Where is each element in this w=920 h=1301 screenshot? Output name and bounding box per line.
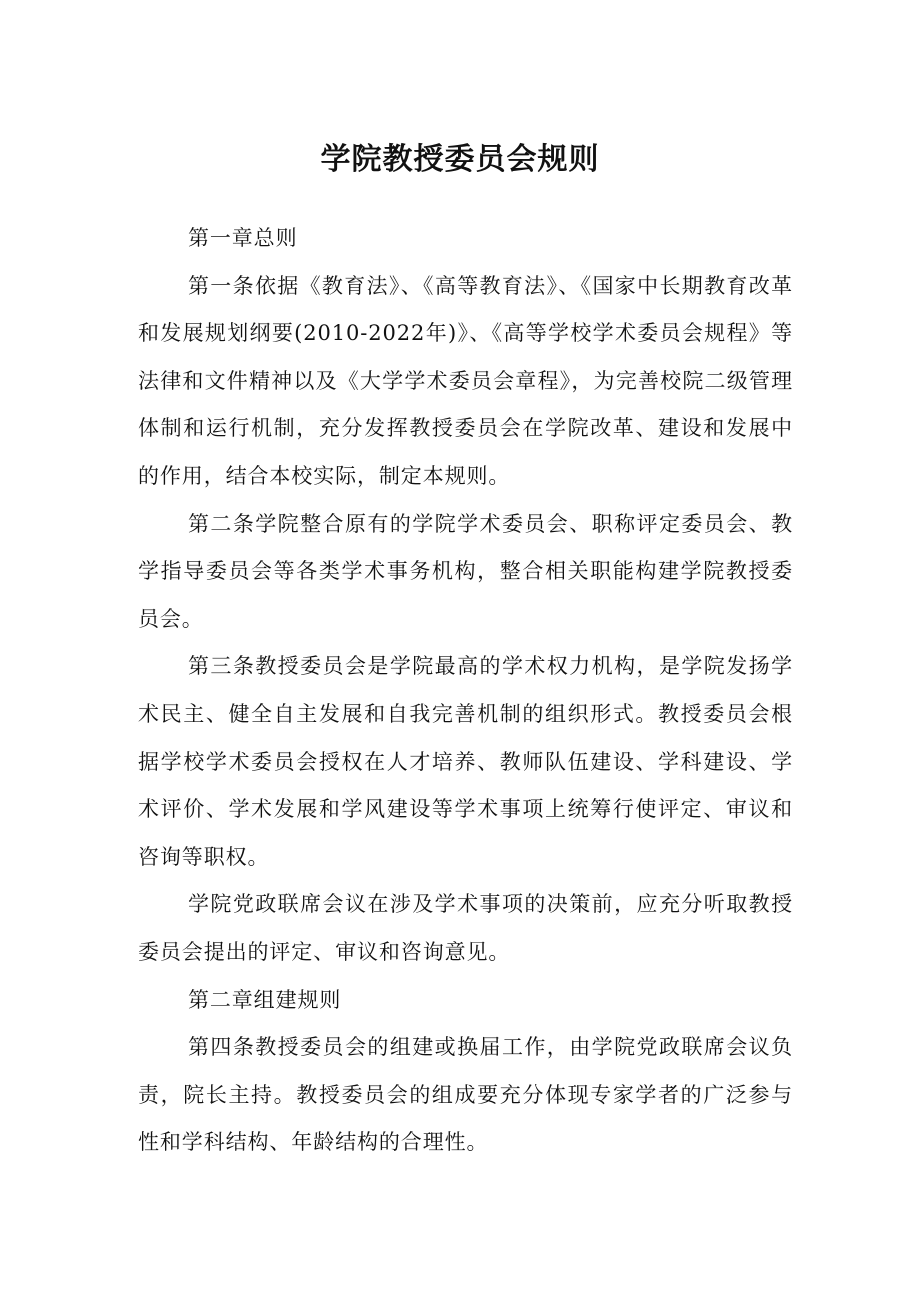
- document-title: 学院教授委员会规则: [320, 142, 600, 177]
- chapter-heading: 第一章总则: [187, 226, 298, 250]
- article-paragraph: 第四条教授委员会的组建或换届工作，由学院党政联席会议负责，院长主持。教授委员会的组成要充分体现专家学者的广泛参与性和学科结构、年龄结构的合理性。: [138, 1035, 793, 1155]
- article-paragraph: 第一条依据《教育法》、《高等教育法》、《国家中长期教育改革和发展规划纲要(2010-2022年)》、《高等学校学术委员会规程》等法律和文件精神以及《大学学术委员会章程》，为完善校院二级管理体制和运行机制，充分发挥教授委员会在学院改革、建设和发展中的作用，结合本校实际，制定本规则。: [138, 273, 793, 488]
- chapter-heading: 第二章组建规则: [187, 987, 342, 1012]
- article-paragraph: 学院党政联席会议在涉及学术事项的决策前，应充分听取教授委员会提出的评定、审议和咨询意见。: [138, 892, 793, 964]
- article-paragraph: 第二条学院整合原有的学院学术委员会、职称评定委员会、教学指导委员会等各类学术事务机构，整合相关职能构建学院教授委员会。: [138, 511, 793, 631]
- article-paragraph: 第三条教授委员会是学院最高的学术权力机构，是学院发扬学术民主、健全自主发展和自我完善机制的组织形式。教授委员会根据学校学术委员会授权在人才培养、教师队伍建设、学科建设、学术评价、学术发展和学风建设等学术事项上统筹行使评定、审议和咨询等职权。: [138, 654, 793, 869]
- document-body: [138, 215, 793, 1167]
